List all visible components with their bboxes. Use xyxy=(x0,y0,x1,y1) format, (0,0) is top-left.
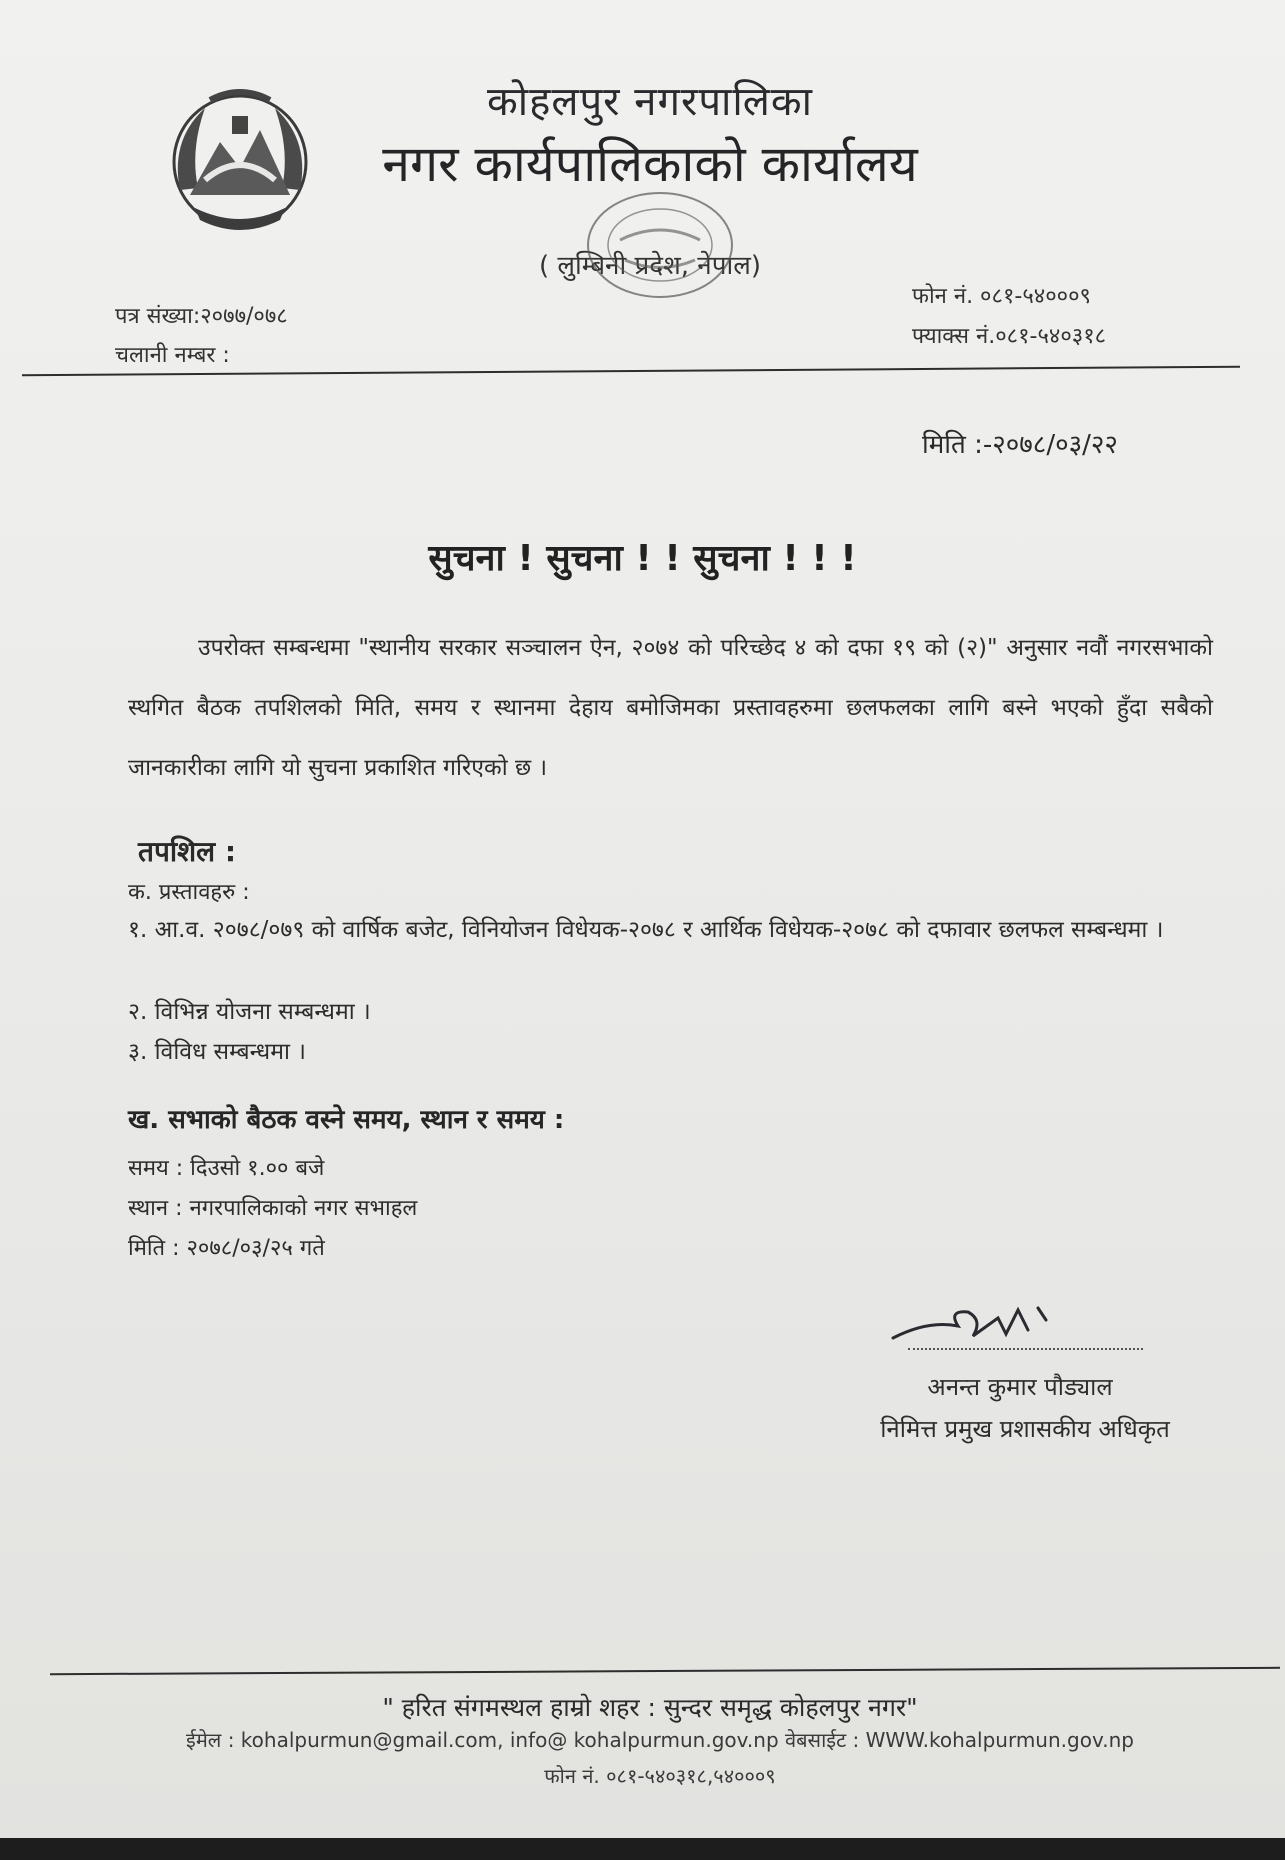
proposal-item: १. आ.व. २०७८/०७९ को वार्षिक बजेट, विनियोजन विधेयक-२०७८ र आर्थिक विधेयक-२०७८ को दफावार छलफल सम्बन्धमा । xyxy=(128,917,1164,943)
footer-contact: ईमेल : kohalpurmun@gmail.com, info@ kohalpurmun.gov.np वेबसाईट : WWW.kohalpurmun.gov.np xyxy=(186,1728,1134,1752)
signatory-title: निमित्त प्रमुख प्रशासकीय अधिकृत xyxy=(880,1415,1170,1443)
meeting-heading: ख. सभाको बैठक वस्ने समय, स्थान र समय : xyxy=(128,1105,565,1135)
signature-line xyxy=(908,1348,1143,1350)
notice-date: मिति :-२०७८/०३/२२ xyxy=(922,430,1118,460)
notice-body: उपरोक्त सम्बन्धमा "स्थानीय सरकार सञ्चालन ऐन, २०७४ को परिच्छेद ४ को दफा १९ को (२)" अनुसार नवौं नगरसभाको स्थगित बैठक तपशिलको मिति, समय र स्थानमा देहाय बमोजिमका प्रस्तावहरुमा छलफलका लागि बस्ने भएको हुँदा सबैको जानकारीका लागि यो सुचना प्रकाशित गरिएको छ । xyxy=(128,635,1213,781)
footer-divider xyxy=(50,1667,1280,1675)
photo-edge xyxy=(0,1838,1285,1860)
proposal-item: २. विभिन्न योजना सम्बन्धमा । xyxy=(128,999,371,1025)
reference-number: पत्र संख्या:२०७७/०७८ xyxy=(115,304,288,329)
nepal-emblem-icon xyxy=(150,80,330,250)
office-fax: फ्याक्स नं.०८१-५४०३१८ xyxy=(912,324,1107,349)
signature-icon xyxy=(888,1290,1088,1350)
meeting-time: समय : दिउसो १.०० बजे xyxy=(128,1156,325,1181)
signatory-name: अनन्त कुमार पौड्याल xyxy=(927,1373,1113,1401)
footer-slogan: " हरित संगमस्थल हाम्रो शहर : सुन्दर समृद्ध कोहलपुर नगर" xyxy=(382,1693,918,1722)
notice-title: सुचना ! सुचना ! ! सुचना ! ! ! xyxy=(428,538,857,579)
meeting-date: मिति : २०७८/०३/२५ गते xyxy=(128,1236,325,1261)
office-name: नगर कार्यपालिकाको कार्यालय xyxy=(382,135,918,193)
proposals-heading: क. प्रस्तावहरु : xyxy=(128,880,250,905)
meeting-place: स्थान : नगरपालिकाको नगर सभाहल xyxy=(128,1196,418,1221)
office-seal-icon xyxy=(575,180,745,320)
municipality-name: कोहलपुर नगरपालिका xyxy=(487,79,813,125)
schedule-heading: तपशिल : xyxy=(138,835,237,868)
office-phone: फोन नं. ०८१-५४०००९ xyxy=(912,284,1091,309)
proposal-item: ३. विविध सम्बन्धमा । xyxy=(128,1039,306,1065)
footer-phone: फोन नं. ०८१-५४०३१८,५४०००९ xyxy=(544,1764,776,1788)
dispatch-number: चलानी नम्बर : xyxy=(115,343,230,368)
office-address: ( लुम्बिनी प्रदेश, नेपाल) xyxy=(538,251,761,281)
